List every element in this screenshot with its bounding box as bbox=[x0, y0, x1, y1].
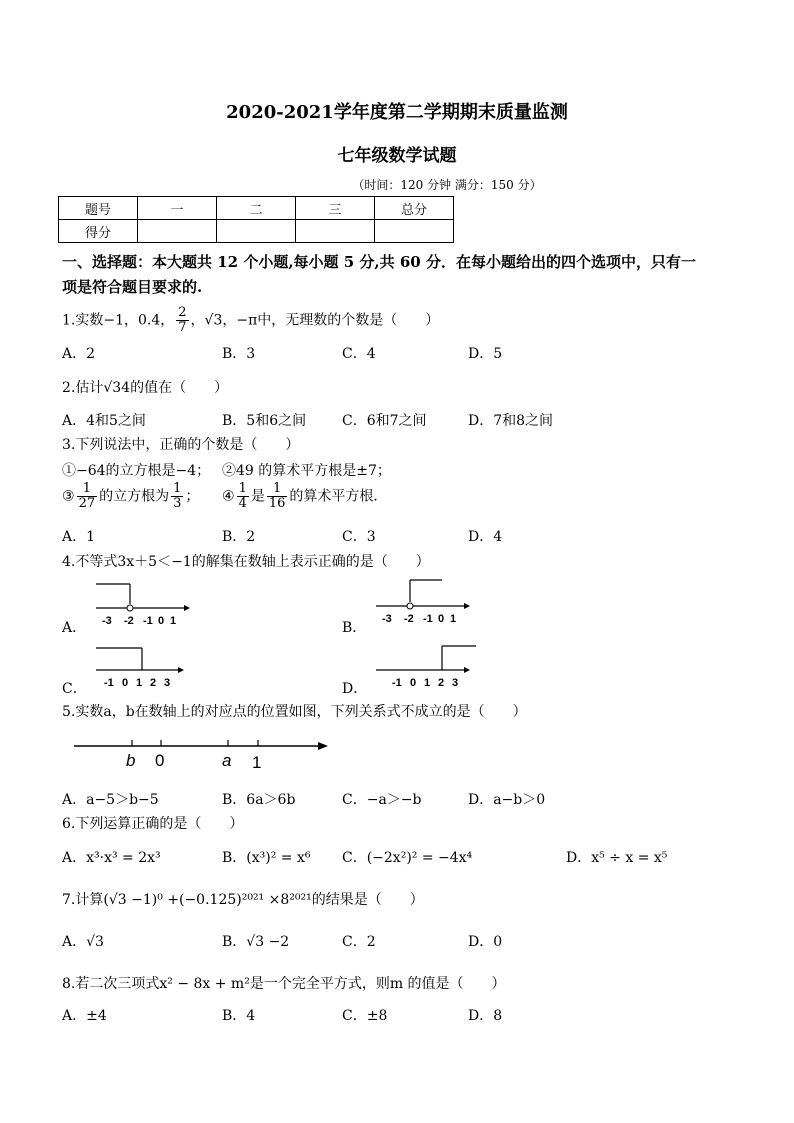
axis-label: -2 bbox=[124, 615, 134, 627]
q2-option-b: B．5和6之间 bbox=[222, 413, 307, 429]
q3-statement-4 bbox=[222, 482, 387, 511]
axis-label: 0 bbox=[122, 677, 129, 689]
question-2-stem: 2.估计√34的值在（ ） bbox=[62, 380, 229, 396]
q3-s4-fraction2 bbox=[267, 482, 288, 511]
q1-prefix: 1.实数−1，0.4， bbox=[62, 312, 175, 329]
score-cell: 总分 bbox=[375, 197, 454, 220]
exam-subtitle: 七年级数学试题 bbox=[337, 146, 457, 166]
axis-label: 1 bbox=[136, 677, 143, 689]
q8-option-d: D．8 bbox=[468, 1008, 503, 1024]
axis-arrow bbox=[318, 742, 328, 750]
q1-option-c: C．4 bbox=[342, 346, 376, 362]
denominator: 3 bbox=[173, 496, 182, 511]
q4-number-line-a bbox=[92, 580, 192, 628]
score-cell: 题号 bbox=[59, 197, 138, 220]
axis-label: b bbox=[126, 751, 136, 770]
q3-s3-fraction bbox=[77, 482, 98, 511]
numerator: 1 bbox=[173, 481, 182, 496]
question-4-stem: 4.不等式3x＋5＜−1的解集在数轴上表示正确的是（ ） bbox=[62, 554, 430, 570]
denominator: 16 bbox=[268, 496, 286, 511]
axis-label: 0 bbox=[158, 615, 165, 627]
score-table-score-row bbox=[59, 220, 454, 243]
denominator: 27 bbox=[78, 496, 96, 511]
question-1-stem bbox=[62, 306, 439, 335]
q3-statement-1: ①−64的立方根是−4； bbox=[62, 463, 211, 479]
axis-label: -1 bbox=[143, 615, 153, 627]
q1-fraction bbox=[176, 306, 188, 335]
axis-label: -3 bbox=[382, 613, 392, 625]
q4-option-a: A． bbox=[62, 620, 87, 636]
q3-statement-3 bbox=[62, 482, 199, 511]
axis-arrow bbox=[464, 667, 470, 673]
section-heading-line1: 一、选择题：本大题共 12 个小题,每小题 5 分,共 60 分．在每小题给出的四个选项中，只有一 bbox=[62, 253, 696, 271]
q3-s4-text: 是 bbox=[250, 488, 265, 505]
q6-option-d: D．x⁵ ÷ x = x⁵ bbox=[566, 850, 668, 866]
q6-option-b: B．(x³)² = x⁶ bbox=[222, 850, 311, 866]
q8-option-c: C．±8 bbox=[342, 1008, 388, 1024]
numerator: 2 bbox=[178, 305, 187, 320]
q4-number-line-c bbox=[92, 642, 192, 690]
exam-title: 2020-2021学年度第二学期期末质量监测 bbox=[226, 102, 568, 123]
q4-number-line-d bbox=[372, 642, 482, 690]
axis-label: 1 bbox=[424, 677, 431, 689]
q3-option-d: D．4 bbox=[468, 529, 503, 545]
q3-statement-2: ②49 的算术平方根是±7； bbox=[222, 463, 391, 479]
axis-arrow bbox=[184, 605, 190, 611]
q4-option-c: C． bbox=[62, 681, 87, 697]
question-8-stem: 8.若二次三项式x² − 8x + m²是一个完全平方式，则m 的值是（ ） bbox=[62, 976, 506, 992]
axis-label: -2 bbox=[404, 613, 414, 625]
q1-mid: ，√3，−π中，无理数的个数是（ ） bbox=[190, 312, 440, 329]
axis-label: 0 bbox=[155, 751, 165, 770]
axis-label: 3 bbox=[452, 677, 459, 689]
score-cell: 得分 bbox=[59, 220, 138, 243]
q2-option-d: D．7和8之间 bbox=[468, 413, 554, 429]
question-6-stem: 6.下列运算正确的是（ ） bbox=[62, 816, 244, 832]
q3-s4-end: 的算术平方根． bbox=[289, 488, 388, 505]
axis-label: a bbox=[222, 751, 232, 770]
q3-s4-marker: ④ bbox=[222, 488, 235, 505]
axis-label: 2 bbox=[150, 677, 157, 689]
axis-label: -1 bbox=[423, 613, 433, 625]
score-input-cell[interactable] bbox=[296, 220, 375, 243]
axis-label: -3 bbox=[102, 615, 112, 627]
score-input-cell[interactable] bbox=[375, 220, 454, 243]
q6-option-a: A．x³·x³ = 2x³ bbox=[62, 850, 161, 866]
q1-option-d: D．5 bbox=[468, 346, 503, 362]
numerator: 1 bbox=[267, 482, 288, 497]
axis-arrow bbox=[178, 667, 184, 673]
q3-option-b: B．2 bbox=[222, 529, 256, 545]
numerator: 1 bbox=[238, 481, 247, 496]
q4-option-b: B． bbox=[342, 620, 367, 636]
q1-option-b: B．3 bbox=[222, 346, 256, 362]
score-cell: 三 bbox=[296, 197, 375, 220]
q3-s3-marker: ③ bbox=[62, 488, 75, 505]
score-input-cell[interactable] bbox=[138, 220, 217, 243]
open-circle bbox=[407, 603, 413, 609]
q6-option-c: C．(−2x²)² = −4x⁴ bbox=[342, 850, 473, 866]
question-5-stem: 5.实数a，b在数轴上的对应点的位置如图，下列关系式不成立的是（ ） bbox=[62, 704, 527, 720]
q5-option-a: A．a−5＞b−5 bbox=[62, 792, 159, 808]
q7-option-d: D．0 bbox=[468, 934, 503, 950]
q3-option-a: A．1 bbox=[62, 529, 96, 545]
q1-option-a: A．2 bbox=[62, 346, 96, 362]
q3-s3-end: ； bbox=[185, 488, 200, 505]
denominator: 7 bbox=[178, 320, 187, 335]
numerator: 1 bbox=[77, 482, 98, 497]
q5-option-d: D．a−b＞0 bbox=[468, 792, 546, 808]
axis-label: 1 bbox=[450, 613, 457, 625]
open-circle bbox=[127, 605, 133, 611]
q3-s4-fraction bbox=[237, 482, 249, 511]
q7-option-c: C．2 bbox=[342, 934, 376, 950]
score-table-header-row bbox=[59, 197, 454, 220]
score-input-cell[interactable] bbox=[217, 220, 296, 243]
axis-label: 1 bbox=[170, 615, 177, 627]
denominator: 4 bbox=[238, 496, 247, 511]
score-cell: 二 bbox=[217, 197, 296, 220]
q3-option-c: C．3 bbox=[342, 529, 376, 545]
q3-s3-text: 的立方根为 bbox=[99, 488, 170, 505]
score-table bbox=[58, 196, 454, 243]
q7-option-b: B．√3 −2 bbox=[222, 934, 290, 950]
question-3-stem: 3.下列说法中，正确的个数是（ ） bbox=[62, 437, 300, 453]
q8-option-a: A．±4 bbox=[62, 1008, 107, 1024]
axis-label: 2 bbox=[438, 677, 445, 689]
axis-label: 0 bbox=[410, 677, 417, 689]
axis-arrow bbox=[464, 603, 470, 609]
q2-option-c: C．6和7之间 bbox=[342, 413, 427, 429]
score-cell: 一 bbox=[138, 197, 217, 220]
q5-number-line bbox=[72, 730, 332, 776]
axis-label: -1 bbox=[104, 677, 114, 689]
axis-label: -1 bbox=[392, 677, 402, 689]
q4-number-line-b bbox=[372, 578, 472, 626]
question-7-stem: 7.计算(√3 −1)⁰ +(−0.125)²⁰²¹ ×8²⁰²¹的结果是（ ） bbox=[62, 892, 424, 908]
axis-label: 1 bbox=[252, 753, 262, 772]
axis-label: 0 bbox=[438, 613, 445, 625]
section-heading-line2: 项是符合题目要求的. bbox=[62, 278, 203, 296]
q8-option-b: B．4 bbox=[222, 1008, 256, 1024]
q5-option-c: C．−a＞−b bbox=[342, 792, 422, 808]
axis-label: 3 bbox=[164, 677, 171, 689]
q3-s3-fraction2 bbox=[171, 482, 183, 511]
q7-option-a: A．√3 bbox=[62, 934, 104, 950]
q5-option-b: B．6a＞6b bbox=[222, 792, 296, 808]
exam-meta: （时间：120 分钟 满分：150 分） bbox=[352, 178, 542, 192]
q2-option-a: A．4和5之间 bbox=[62, 413, 146, 429]
q4-option-d: D． bbox=[342, 681, 368, 697]
